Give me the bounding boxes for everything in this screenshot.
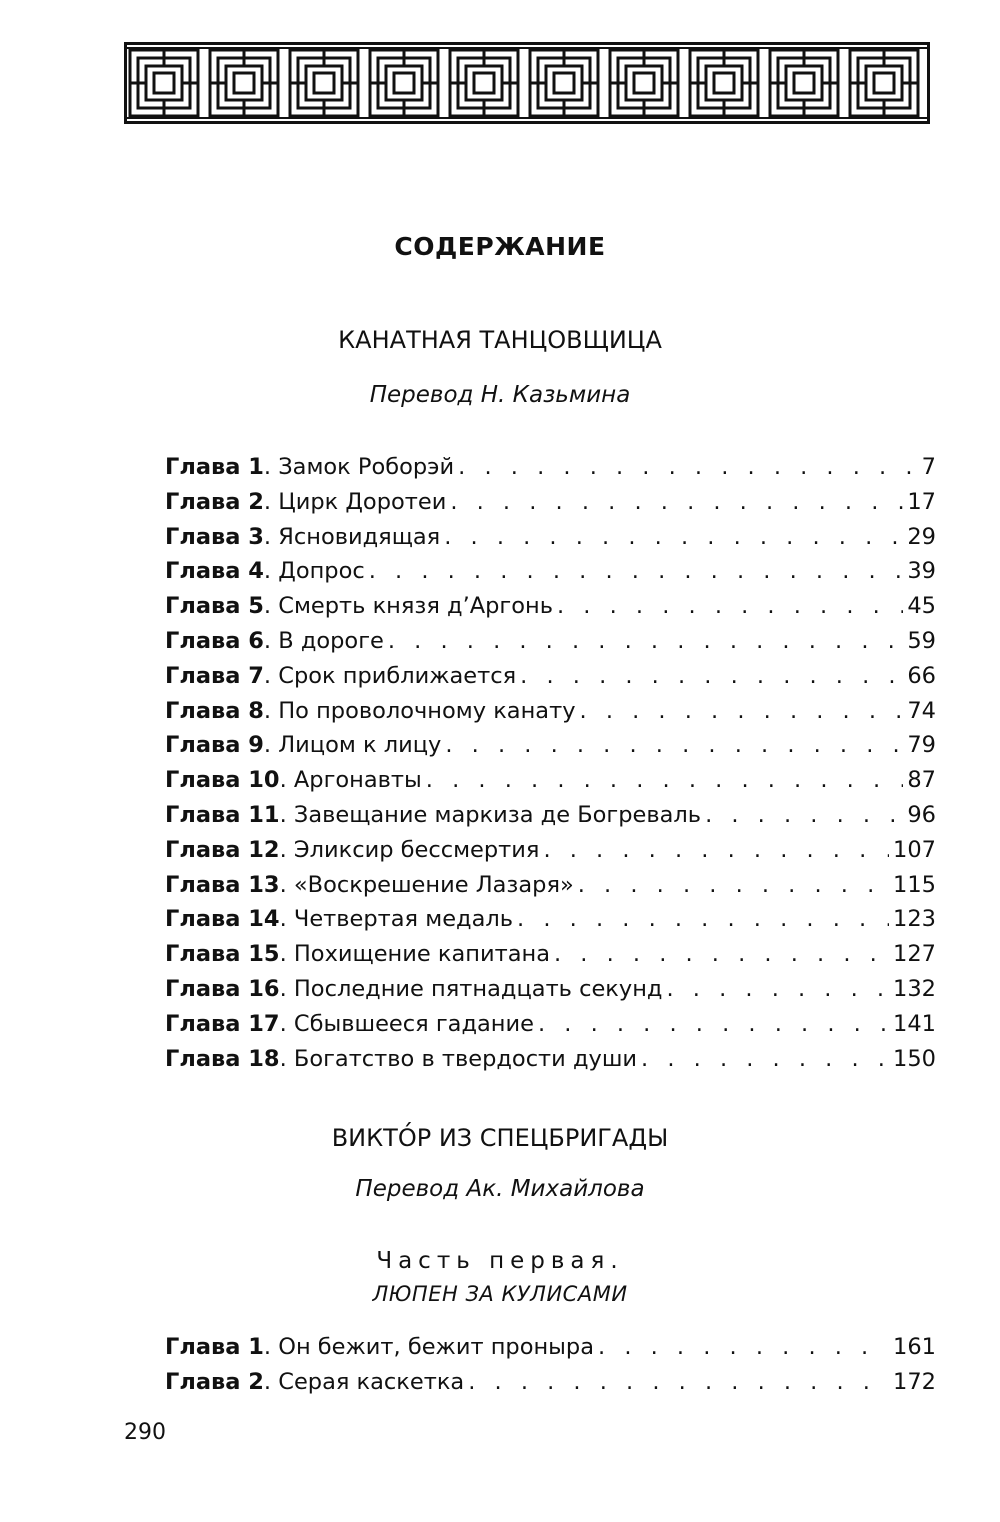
- toc-entry: [165, 1330, 936, 1365]
- chapter-title: Четвертая медаль: [293, 906, 514, 933]
- dot-leader: [578, 868, 889, 903]
- toc-entry: [165, 728, 936, 763]
- dot-leader: [538, 1007, 889, 1042]
- chapter-title: Замок Роборэй: [278, 454, 455, 480]
- dot-leader: [468, 1365, 889, 1400]
- dot-leader: [580, 694, 904, 729]
- chapter-title: Цирк Доротеи: [278, 488, 447, 515]
- toc-entry: [165, 1007, 936, 1042]
- chapter-separator: .: [279, 836, 294, 863]
- chapter-title: Срок приближается: [278, 662, 517, 689]
- chapter-separator: .: [263, 662, 279, 689]
- chapter-label: Глава 15: [165, 941, 280, 968]
- chapter-label: Глава 4: [165, 558, 264, 585]
- chapter-page: 7: [921, 454, 936, 480]
- chapter-separator: .: [263, 593, 279, 620]
- toc-entry: [165, 1365, 936, 1400]
- dot-leader: [517, 902, 889, 937]
- chapter-label: Глава 12: [165, 836, 280, 863]
- chapter-separator: .: [263, 627, 279, 654]
- dot-leader: [557, 589, 903, 624]
- chapter-page: 141: [893, 1010, 936, 1037]
- chapter-separator: .: [279, 975, 294, 1002]
- chapter-label: Глава 7: [165, 662, 264, 689]
- dot-leader: [458, 450, 918, 485]
- work-title-victor: ВИКТО́Р ИЗ СПЕЦБРИГАДЫ: [331, 1124, 669, 1152]
- toc-list-work2: [165, 1330, 936, 1400]
- chapter-page: 161: [893, 1334, 936, 1360]
- toc-entry: [165, 763, 936, 798]
- page-title: СОДЕРЖАНИЕ: [394, 232, 606, 261]
- chapter-label: Глава 8: [165, 697, 264, 724]
- page-number: 290: [124, 1420, 166, 1445]
- chapter-page: 66: [907, 662, 936, 689]
- chapter-separator: .: [263, 732, 279, 759]
- chapter-separator: .: [279, 871, 294, 898]
- chapter-label: Глава 6: [165, 627, 264, 654]
- dot-leader: [543, 833, 889, 868]
- dot-leader: [444, 520, 903, 555]
- chapter-page: 107: [893, 836, 936, 863]
- chapter-label: Глава 1: [165, 1334, 264, 1360]
- toc-entry: [165, 972, 936, 1007]
- toc-entry: [165, 798, 936, 833]
- chapter-label: Глава 16: [165, 975, 280, 1002]
- toc-entry: [165, 902, 936, 937]
- translator-credit: Перевод Ак. Михайлова: [355, 1176, 645, 1202]
- chapter-title: Эликсир бессмертия: [293, 836, 540, 863]
- toc-entry: [165, 659, 936, 694]
- toc-entry: [165, 833, 936, 868]
- dot-leader: [520, 659, 903, 694]
- chapter-separator: .: [279, 906, 294, 933]
- chapter-page: 123: [893, 906, 936, 933]
- chapter-title: Богатство в твердости души: [293, 1045, 638, 1072]
- dot-leader: [369, 554, 904, 589]
- chapter-label: Глава 13: [165, 871, 280, 898]
- dot-leader: [450, 485, 903, 520]
- toc-entry: [165, 485, 936, 520]
- chapter-title: По проволочному канату: [278, 697, 576, 724]
- chapter-separator: .: [263, 523, 279, 550]
- toc-entry: [165, 450, 936, 485]
- chapter-label: Глава 10: [165, 767, 280, 794]
- chapter-label: Глава 9: [165, 732, 264, 759]
- work-title-tightrope-dancer: КАНАТНАЯ ТАНЦОВЩИЦА: [338, 326, 662, 354]
- chapter-separator: .: [263, 1334, 279, 1360]
- part-subtitle: ЛЮПЕН ЗА КУЛИСАМИ: [372, 1282, 628, 1306]
- chapter-separator: .: [279, 1010, 294, 1037]
- chapter-separator: .: [263, 454, 279, 480]
- chapter-page: 115: [893, 871, 936, 898]
- chapter-label: Глава 2: [165, 1368, 264, 1395]
- toc-entry: [165, 520, 936, 555]
- chapter-label: Глава 14: [165, 906, 280, 933]
- dot-leader: [641, 1042, 889, 1077]
- chapter-label: Глава 2: [165, 488, 264, 515]
- chapter-separator: .: [279, 801, 294, 828]
- chapter-title: Похищение капитана: [293, 941, 550, 968]
- chapter-title: Ясновидящая: [278, 523, 441, 550]
- dot-leader: [445, 728, 903, 763]
- chapter-separator: .: [263, 488, 279, 515]
- toc-list-work1: [165, 450, 936, 1076]
- chapter-page: 79: [907, 732, 936, 759]
- chapter-title: В дороге: [278, 627, 384, 654]
- toc-entry: [165, 937, 936, 972]
- chapter-title: Допрос: [278, 558, 365, 585]
- chapter-page: 172: [893, 1368, 936, 1395]
- chapter-page: 59: [907, 627, 936, 654]
- chapter-page: 29: [907, 523, 936, 550]
- chapter-label: Глава 11: [165, 801, 280, 828]
- chapter-separator: .: [263, 558, 279, 585]
- chapter-title: Завещание маркиза де Богреваль: [293, 801, 702, 828]
- chapter-page: 127: [893, 941, 936, 968]
- chapter-title: «Воскрешение Лазаря»: [293, 871, 574, 898]
- chapter-page: 87: [907, 767, 936, 794]
- chapter-title: Смерть князя д’Аргонь: [278, 593, 553, 620]
- translator-credit: Перевод Н. Казьмина: [369, 382, 631, 408]
- dot-leader: [666, 972, 889, 1007]
- chapter-title: Серая каскетка: [278, 1368, 465, 1395]
- dot-leader: [388, 624, 904, 659]
- chapter-page: 150: [893, 1045, 936, 1072]
- dot-leader: [705, 798, 903, 833]
- chapter-label: Глава 5: [165, 593, 264, 620]
- chapter-title: Он бежит, бежит проныра: [278, 1334, 595, 1360]
- chapter-page: 39: [907, 558, 936, 585]
- toc-entry: [165, 868, 936, 903]
- toc-entry: [165, 589, 936, 624]
- chapter-label: Глава 17: [165, 1010, 280, 1037]
- chapter-page: 17: [907, 488, 936, 515]
- toc-entry: [165, 554, 936, 589]
- chapter-page: 45: [907, 593, 936, 620]
- chapter-page: 96: [907, 801, 936, 828]
- chapter-page: 132: [893, 975, 936, 1002]
- dot-leader: [598, 1330, 889, 1365]
- chapter-title: Последние пятнадцать секунд: [293, 975, 663, 1002]
- toc-entry: [165, 624, 936, 659]
- chapter-label: Глава 1: [165, 454, 264, 480]
- chapter-separator: .: [263, 697, 279, 724]
- chapter-title: Лицом к лицу: [278, 732, 442, 759]
- part-label: Часть первая.: [376, 1248, 624, 1274]
- chapter-separator: .: [263, 1368, 279, 1395]
- chapter-label: Глава 3: [165, 523, 264, 550]
- greek-key-ornament-icon: [124, 42, 930, 124]
- chapter-page: 74: [907, 697, 936, 724]
- chapter-separator: .: [279, 1045, 294, 1072]
- chapter-separator: .: [279, 941, 294, 968]
- chapter-separator: .: [279, 767, 294, 794]
- dot-leader: [554, 937, 889, 972]
- toc-entry: [165, 694, 936, 729]
- chapter-label: Глава 18: [165, 1045, 280, 1072]
- chapter-title: Аргонавты: [293, 767, 422, 794]
- dot-leader: [426, 763, 904, 798]
- toc-entry: [165, 1042, 936, 1077]
- chapter-title: Сбывшееся гадание: [293, 1010, 534, 1037]
